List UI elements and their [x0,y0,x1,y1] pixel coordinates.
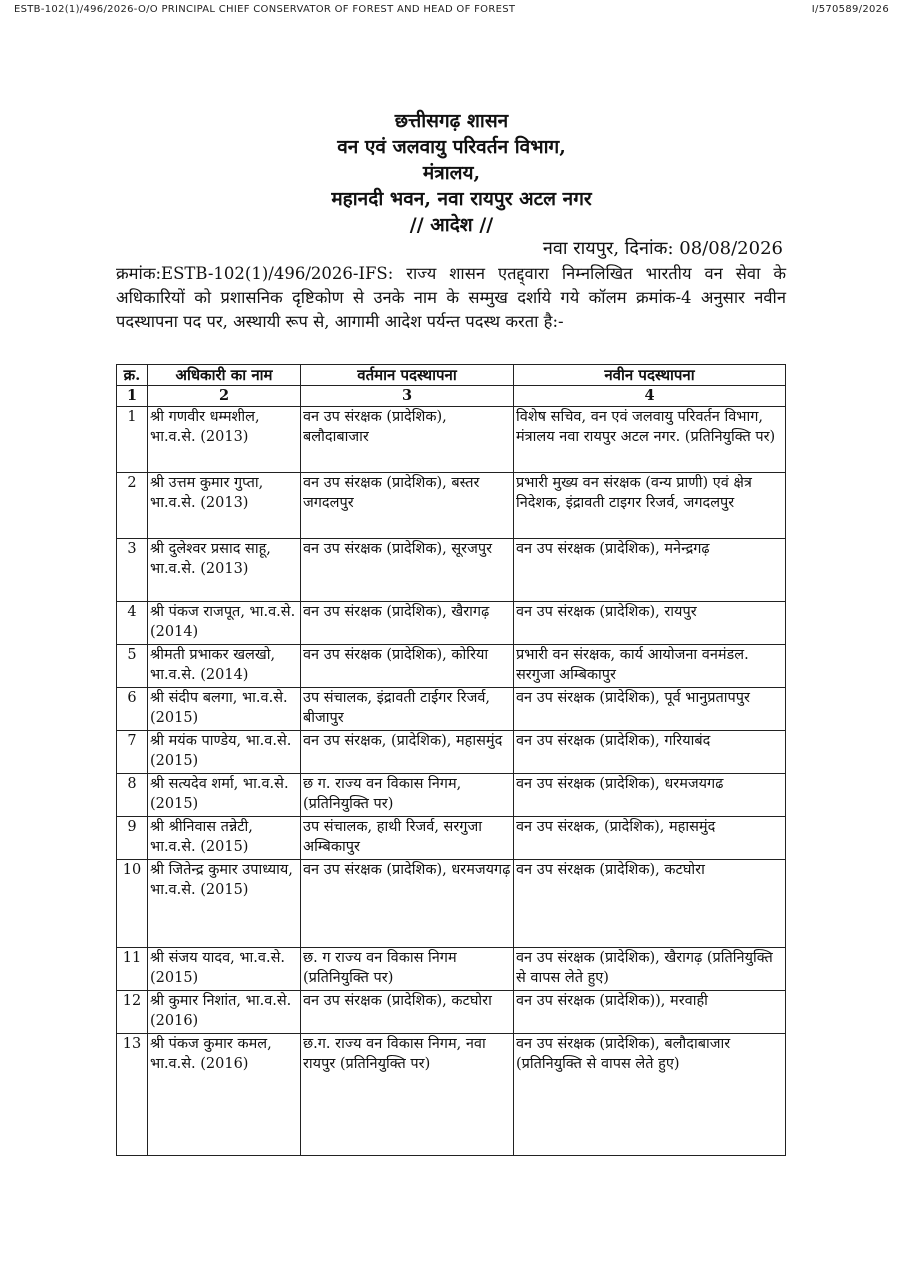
new-posting-cell: वन उप संरक्षक (प्रादेशिक), खैरागढ़ (प्रतिनियुक्ति से वापस लेते हुए) [514,948,786,991]
receipt-number: I/570589/2026 [811,4,889,15]
officer-name-cell: श्रीमती प्रभाकर खलखो, भा.व.से. (2014) [148,645,301,688]
officer-name-cell: श्री संजय यादव, भा.व.से. (2015) [148,948,301,991]
officer-name-cell: श्री उत्तम कुमार गुप्ता, भा.व.से. (2013) [148,473,301,539]
office-address: महानदी भवन, नवा रायपुर अटल नगर [331,188,592,210]
table-row [117,731,786,774]
officer-name-cell: श्री मयंक पाण्डेय, भा.व.से. (2015) [148,731,301,774]
new-posting-cell: वन उप संरक्षक (प्रादेशिक), बलौदाबाजार (प्रतिनियुक्ति से वापस लेते हुए) [514,1034,786,1156]
order-body-text: क्रमांक:ESTB-102(1)/496/2026-IFS: राज्य शासन एतद्द्वारा निम्नलिखित भारतीय वन सेवा के अधिकारियों को प्रशासनिक दृष्टिकोण से उनके नाम के सम्मुख दर्शाये गये कॉलम क्रमांक-4 अनुसार नवीन पदस्थापना पद पर, अस्थायी रूप से, आगामी आदेश पर्यन्त पदस्थ करता है:- [116,264,786,331]
current-posting-cell: उप संचालक, हाथी रिजर्व, सरगुजा अम्बिकापुर [301,817,514,860]
posting-table [116,364,786,1156]
order-date: नवा रायपुर, दिनांक: 08/08/2026 [542,238,783,259]
new-posting-cell: वन उप संरक्षक (प्रादेशिक), रायपुर [514,602,786,645]
column-number-row [117,386,786,407]
table-header-row [117,365,786,386]
new-posting-cell: वन उप संरक्षक (प्रादेशिक), कटघोरा [514,860,786,948]
table-row [117,1034,786,1156]
new-posting-cell: वन उप संरक्षक (प्रादेशिक), धरमजयगढ [514,774,786,817]
current-posting-cell: वन उप संरक्षक (प्रादेशिक), सूरजपुर [301,539,514,602]
ministry-label: मंत्रालय, [422,162,481,184]
new-posting-cell: प्रभारी वन संरक्षक, कार्य आयोजना वनमंडल. सरगुजा अम्बिकापुर [514,645,786,688]
serial-cell: 4 [117,602,148,645]
serial-cell: 12 [117,991,148,1034]
table-row [117,774,786,817]
table-row [117,602,786,645]
officer-name-cell: श्री पंकज कुमार कमल, भा.व.से. (2016) [148,1034,301,1156]
current-posting-cell: वन उप संरक्षक (प्रादेशिक), कोरिया [301,645,514,688]
col-header-serial: क्र. [117,365,148,386]
document-reference-bar [14,4,889,20]
table-row [117,645,786,688]
table-row [117,688,786,731]
table-row [117,473,786,539]
officer-name-cell: श्री गणवीर धम्मशील, भा.व.से. (2013) [148,407,301,473]
serial-cell: 7 [117,731,148,774]
current-posting-cell: वन उप संरक्षक (प्रादेशिक), बलौदाबाजार [301,407,514,473]
current-posting-cell: वन उप संरक्षक (प्रादेशिक), खैरागढ़ [301,602,514,645]
serial-cell: 2 [117,473,148,539]
new-posting-cell: वन उप संरक्षक (प्रादेशिक), मनेन्द्रगढ़ [514,539,786,602]
order-title: // आदेश // [409,214,494,236]
current-posting-cell: वन उप संरक्षक (प्रादेशिक), बस्तर जगदलपुर [301,473,514,539]
letterhead [0,108,903,238]
officer-name-cell: श्री दुलेश्वर प्रसाद साहू, भा.व.से. (2013) [148,539,301,602]
new-posting-cell: वन उप संरक्षक, (प्रादेशिक), महासमुंद [514,817,786,860]
column-number: 2 [148,386,301,407]
new-posting-cell: वन उप संरक्षक (प्रादेशिक), गरियाबंद [514,731,786,774]
table-row [117,948,786,991]
serial-cell: 6 [117,688,148,731]
table-row [117,407,786,473]
new-posting-cell: प्रभारी मुख्य वन संरक्षक (वन्य प्राणी) एवं क्षेत्र निदेशक, इंद्रावती टाइगर रिजर्व, जगदलपुर [514,473,786,539]
officer-name-cell: श्री जितेन्द्र कुमार उपाध्याय, भा.व.से. (2015) [148,860,301,948]
new-posting-cell: वन उप संरक्षक (प्रादेशिक), पूर्व भानुप्रतापपुर [514,688,786,731]
column-number: 1 [117,386,148,407]
current-posting-cell: वन उप संरक्षक (प्रादेशिक), कटघोरा [301,991,514,1034]
serial-cell: 5 [117,645,148,688]
officer-name-cell: श्री कुमार निशांत, भा.व.से. (2016) [148,991,301,1034]
current-posting-cell: छ. ग राज्य वन विकास निगम (प्रतिनियुक्ति पर) [301,948,514,991]
col-header-new-posting: नवीन पदस्थापना [514,365,786,386]
table-row [117,860,786,948]
table-row [117,539,786,602]
department-name: वन एवं जलवायु परिवर्तन विभाग, [337,136,566,158]
serial-cell: 9 [117,817,148,860]
serial-cell: 8 [117,774,148,817]
file-reference: ESTB-102(1)/496/2026-O/O PRINCIPAL CHIEF CONSERVATOR OF FOREST AND HEAD OF FOREST [14,4,516,15]
column-number: 4 [514,386,786,407]
serial-cell: 1 [117,407,148,473]
column-number: 3 [301,386,514,407]
col-header-current-posting: वर्तमान पदस्थापना [301,365,514,386]
current-posting-cell: छ ग. राज्य वन विकास निगम, (प्रतिनियुक्ति पर) [301,774,514,817]
officer-name-cell: श्री पंकज राजपूत, भा.व.से. (2014) [148,602,301,645]
serial-cell: 10 [117,860,148,948]
current-posting-cell: छ.ग. राज्य वन विकास निगम, नवा रायपुर (प्रतिनियुक्ति पर) [301,1034,514,1156]
new-posting-cell: विशेष सचिव, वन एवं जलवायु परिवर्तन विभाग, मंत्रालय नवा रायपुर अटल नगर. (प्रतिनियुक्ति पर) [514,407,786,473]
current-posting-cell: वन उप संरक्षक (प्रादेशिक), धरमजयगढ़ [301,860,514,948]
serial-cell: 3 [117,539,148,602]
col-header-officer-name: अधिकारी का नाम [148,365,301,386]
current-posting-cell: उप संचालक, इंद्रावती टाईगर रिजर्व, बीजापुर [301,688,514,731]
government-name: छत्तीसगढ़ शासन [394,110,509,132]
officer-name-cell: श्री सत्यदेव शर्मा, भा.व.से. (2015) [148,774,301,817]
officer-name-cell: श्री संदीप बलगा, भा.व.से. (2015) [148,688,301,731]
new-posting-cell: वन उप संरक्षक (प्रादेशिक)), मरवाही [514,991,786,1034]
serial-cell: 13 [117,1034,148,1156]
current-posting-cell: वन उप संरक्षक, (प्रादेशिक), महासमुंद [301,731,514,774]
table-row [117,991,786,1034]
officer-name-cell: श्री श्रीनिवास तन्नेटी, भा.व.से. (2015) [148,817,301,860]
serial-cell: 11 [117,948,148,991]
table-row [117,817,786,860]
